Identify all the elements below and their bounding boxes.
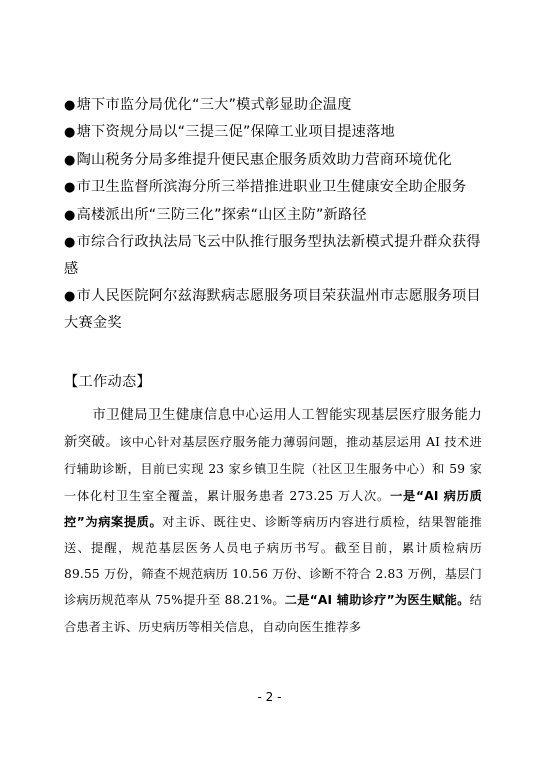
article-emphasis: 一是“AI 病历质控”为病案提质。 (64, 488, 482, 529)
headline-item (64, 229, 482, 283)
bullet-icon: ● (64, 288, 76, 304)
headline-list (64, 92, 482, 337)
article-text: 该中心针对基层医疗服务能力薄弱问题，推动基层运用 AI 技术进行辅助诊断，目前已实现 23 家乡镇卫生院（社区卫生服务中心）和 59 家一体化村卫生室全覆盖，累计服务患者 273.25 万人次。 (64, 435, 482, 503)
bullet-icon: ● (64, 207, 76, 223)
bullet-icon: ● (64, 98, 76, 113)
headline-item (64, 174, 482, 201)
headline-item (64, 202, 482, 229)
bullet-icon: ● (64, 125, 76, 141)
bullet-icon: ● (64, 180, 76, 196)
page-number: - 2 - (257, 690, 282, 704)
article-text: 对主诉、既往史、诊断等病历内容进行质检，结果智能推送、提醒，规范基层医务人员电子病历书写。 (64, 514, 482, 556)
headline-text: 塘下市监分局优化“三大”模式彰显助企温度 (76, 97, 352, 113)
article-text: 结合患者主诉、历史病历等相关信息，自动向医生推荐多 (64, 593, 482, 634)
headline-text: 市综合行政执法局飞云中队推行服务型执法新模式提升群众获得感 (64, 234, 481, 278)
headline-text: 陶山税务分局多维提升便民惠企服务质效助力营商环境优化 (76, 151, 452, 168)
headline-item (64, 92, 482, 119)
headline-text: 高楼派出所“三防三化”探索“山区主防”新路径 (76, 206, 367, 223)
headline-item (64, 147, 482, 174)
article-emphasis-plain: 截至目前，累计质检病历 89.55 万份，筛查不规范病历 10.56 万份、诊断不符合 2.83 万例，基层门诊病历规范率从 75%提升至 88.21%。 (64, 541, 482, 608)
bullet-icon: ● (64, 235, 76, 251)
section-title: 【工作动态】 (64, 374, 151, 390)
bullet-icon: ● (64, 152, 76, 168)
headline-text: 市卫生监督所滨海分所三举措推进职业卫生健康安全助企服务 (76, 179, 467, 196)
headline-text: 市人民医院阿尔兹海默病志愿服务项目荣获温州市志愿服务项目大赛金奖 (64, 287, 481, 332)
headline-item (64, 283, 482, 337)
article-lead: 市卫健局卫生健康信息中心运用人工智能实现基层医疗服务能力新突破。 (64, 408, 482, 451)
article-paragraph (64, 402, 482, 640)
headline-item (64, 119, 482, 146)
headline-text: 塘下资规分局以“三提三促”保障工业项目提速落地 (76, 124, 395, 141)
article-emphasis: 二是“AI 辅助诊疗”为医生赋能。 (284, 593, 470, 608)
